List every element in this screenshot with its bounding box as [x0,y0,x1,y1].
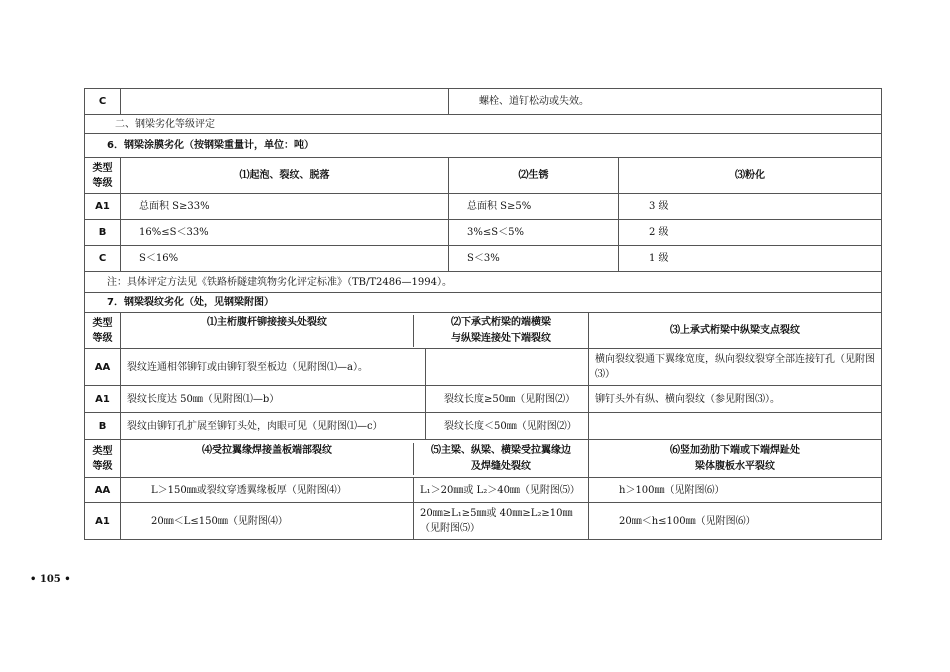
cell-text: 总面积 S≥5% [449,194,619,220]
level-cell: C [85,246,121,272]
note-text: 注：具体评定方法见《铁路桥隧建筑物劣化评定标准》（TB/T2486—1994）。 [85,272,882,293]
table-row [85,413,882,440]
column-header: ⑹竖加劲肋下端或下端焊趾处 梁体腹板水平裂纹 [589,440,882,478]
column-header [121,440,589,478]
level-cell: C [85,89,121,115]
empty-cell [121,89,449,115]
column-header-label: ⑸主梁、纵梁、横梁受拉翼缘边 及焊缝处裂纹 [413,443,588,475]
split-cell [121,478,589,503]
split-cell [121,413,589,440]
column-header: ⑶粉化 [619,158,882,194]
cell-text: L₁＞20㎜或 L₂＞40㎜（见附图⑸） [413,478,588,502]
cell-text: 裂纹长度达 50㎜（见附图⑴—b） [127,393,280,405]
cell-text: 裂纹连通相邻铆钉或由铆钉裂至板边（见附图⑴—a）。 [127,361,368,373]
column-header: ⑶上承式桁梁中纵梁支点裂纹 [589,313,882,349]
type-level-header: 类型 等级 [85,440,121,478]
subsection-title: 6．钢梁涂膜劣化（按钢梁重量计，单位：吨） [85,134,882,158]
column-header-label: ⑷受拉翼缘焊接盖板端部裂纹 [202,444,332,456]
level-cell: AA [85,478,121,503]
level-cell: AA [85,349,121,386]
cell-text: 总面积 S≥33% [121,194,449,220]
page-number: • 105 • [30,574,71,585]
subsection-title-row [85,293,882,313]
cell-text: 3 级 [619,194,882,220]
cell-text: 16%≤S＜33% [121,220,449,246]
type-level-header: 类型 等级 [85,313,121,349]
cell-text: S＜3% [449,246,619,272]
table-row [85,478,882,503]
column-header: ⑵生锈 [449,158,619,194]
table-row [85,194,882,220]
type-level-header: 类型 等级 [85,158,121,194]
table-row [85,246,882,272]
level-cell: A1 [85,386,121,413]
subsection-title: 7．钢梁裂纹劣化（处，见钢梁附图） [85,293,882,313]
cell-text: 裂纹长度＜50㎜（见附图⑵） [425,413,588,439]
table-header-row [85,313,882,349]
column-header-label: ⑴主桁腹杆铆接接头处裂纹 [207,316,327,328]
cell-text: 20㎜＜h≤100㎜（见附图⑹） [589,503,882,540]
section-title: 二、钢梁劣化等级评定 [85,115,882,134]
cell-text: h＞100㎜（见附图⑹） [589,478,882,503]
split-cell [121,386,589,413]
split-cell [121,349,589,386]
note-row [85,272,882,293]
cell-text: 螺栓、道钉松动或失效。 [449,89,882,115]
cell-text: 裂纹由铆钉孔扩展至铆钉头处，肉眼可见（见附图⑴—c） [127,420,383,432]
split-cell [121,503,589,540]
cell-text: L＞150㎜或裂纹穿透翼缘板厚（见附图⑷） [151,484,347,496]
cell-text: 3%≤S＜5% [449,220,619,246]
table-row [85,89,882,115]
level-cell: B [85,220,121,246]
table-row [85,220,882,246]
cell-text: S＜16% [121,246,449,272]
document-table [84,88,882,540]
cell-text: 20㎜≥L₁≥5㎜或 40㎜≥L₂≥10㎜ （见附图⑸） [413,503,588,539]
column-header: ⑴起泡、裂纹、脱落 [121,158,449,194]
level-cell: B [85,413,121,440]
table-row [85,503,882,540]
column-header-label: ⑵下承式桁梁的端横梁 与纵梁连接处下端裂纹 [413,315,588,347]
table-row [85,349,882,386]
table-row [85,386,882,413]
empty-cell [425,349,588,385]
column-header [121,313,589,349]
level-cell: A1 [85,194,121,220]
cell-text: 铆钉头外有纵、横向裂纹（参见附图⑶）。 [589,386,882,413]
cell-text: 2 级 [619,220,882,246]
table-header-row [85,440,882,478]
cell-text: 横向裂纹裂通下翼缘宽度，纵向裂纹裂穿全部连接钉孔（见附图⑶） [589,349,882,386]
cell-text: 1 级 [619,246,882,272]
cell-text: 裂纹长度≥50㎜（见附图⑵） [425,386,588,412]
table-header-row [85,158,882,194]
cell-text: 20㎜＜L≤150㎜（见附图⑷） [151,515,288,527]
subsection-title-row [85,134,882,158]
cell-text [589,413,882,440]
level-cell: A1 [85,503,121,540]
section-title-row [85,115,882,134]
